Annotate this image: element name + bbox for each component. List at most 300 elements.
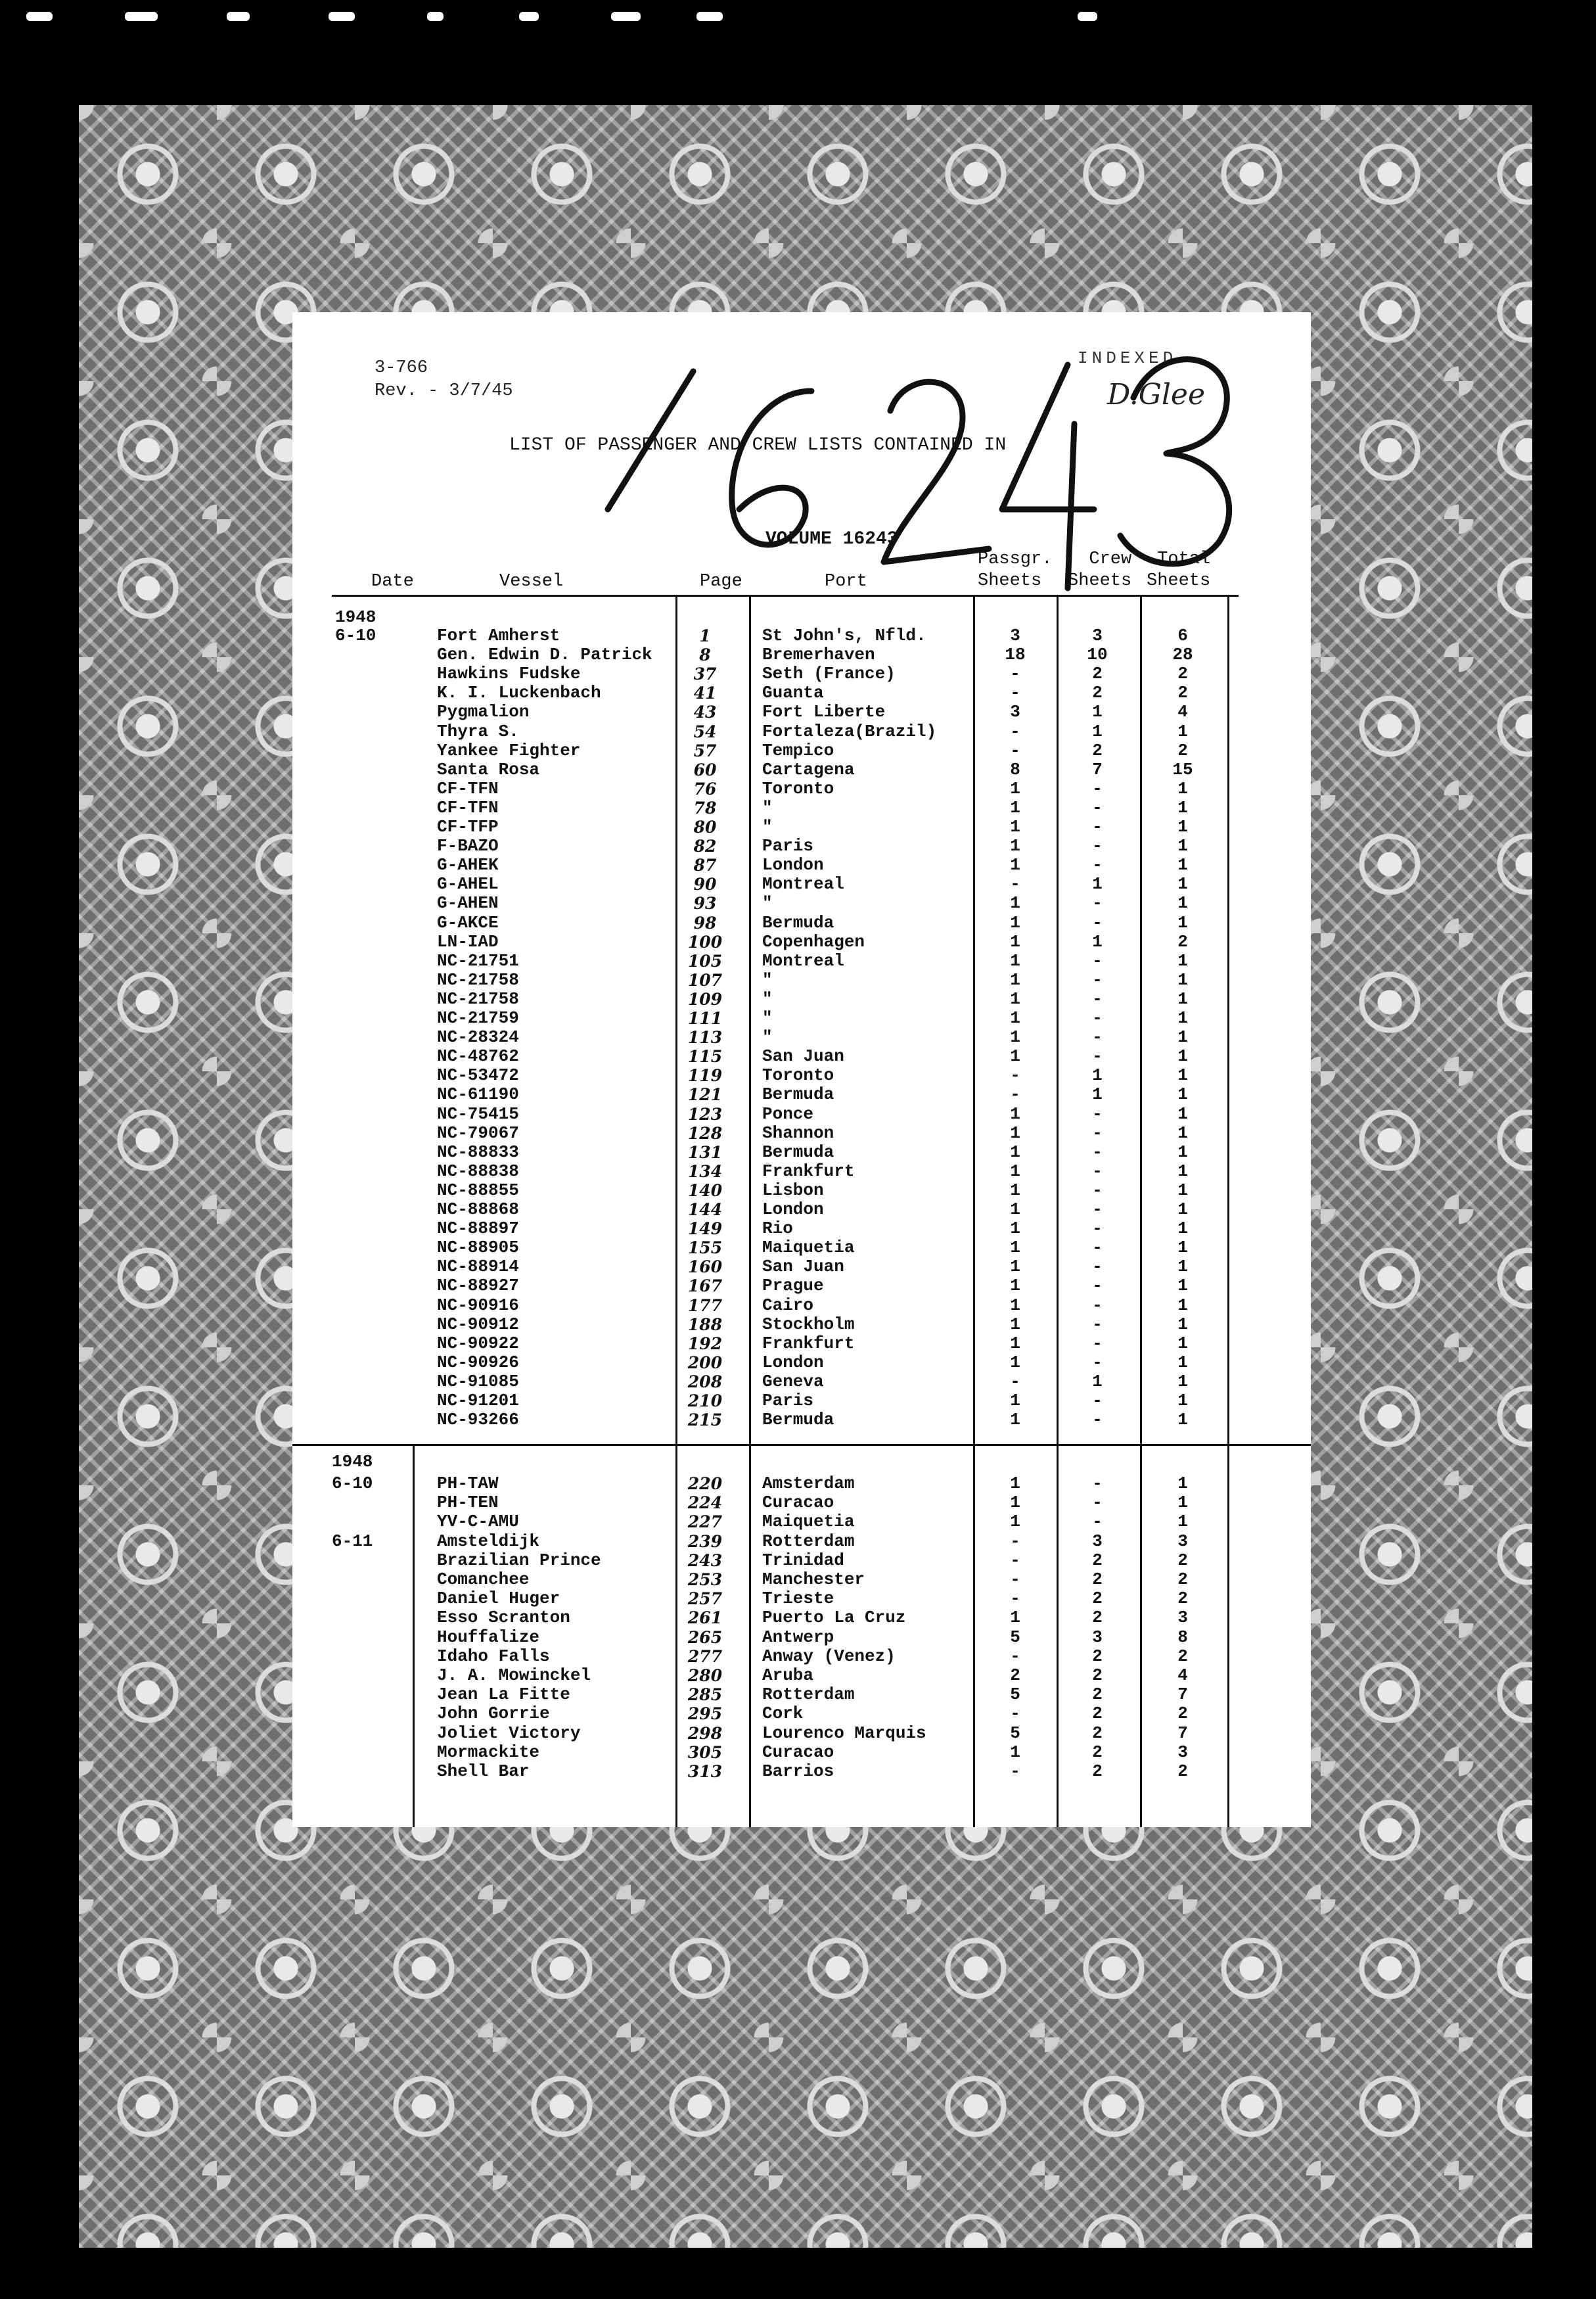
- row-crew-sheets: 2: [1092, 1665, 1103, 1685]
- row-port: Bermuda: [762, 1410, 834, 1430]
- section-divider: [292, 1444, 1311, 1446]
- row-passenger-sheets: -: [1010, 721, 1020, 741]
- row-page: 313: [687, 1762, 723, 1781]
- row-page: 265: [687, 1627, 723, 1647]
- row-page: 243: [687, 1550, 723, 1570]
- row-page: 167: [687, 1276, 723, 1296]
- row-total-sheets: 8: [1177, 1627, 1188, 1647]
- row-passenger-sheets: 1: [1010, 817, 1020, 837]
- header-rule: [332, 595, 1239, 597]
- row-total-sheets: 2: [1177, 1569, 1188, 1589]
- row-page: 220: [687, 1474, 723, 1493]
- row-port: Stockholm: [762, 1314, 855, 1334]
- film-edge-mark: [227, 12, 250, 21]
- film-edge-mark: [1078, 12, 1097, 21]
- row-passenger-sheets: -: [1010, 1569, 1020, 1589]
- row-crew-sheets: 1: [1092, 1065, 1103, 1086]
- row-passenger-sheets: 1: [1010, 778, 1020, 799]
- row-total-sheets: 1: [1177, 1103, 1188, 1124]
- section2-year: 1948: [332, 1452, 373, 1472]
- row-vessel: NC-91085: [437, 1371, 519, 1391]
- row-crew-sheets: -: [1092, 817, 1103, 837]
- row-vessel: Esso Scranton: [437, 1608, 570, 1628]
- row-page: 113: [687, 1028, 723, 1048]
- row-vessel: Yankee Fighter: [437, 740, 581, 760]
- row-total-sheets: 2: [1177, 1646, 1188, 1666]
- row-port: Geneva: [762, 1371, 824, 1391]
- row-vessel: Santa Rosa: [437, 759, 540, 779]
- row-page: 105: [687, 951, 723, 971]
- row-crew-sheets: -: [1092, 1410, 1103, 1430]
- row-page: 109: [687, 989, 723, 1009]
- row-vessel: Joliet Victory: [437, 1723, 581, 1743]
- column-header-vessel: Vessel: [499, 572, 564, 592]
- row-port: Guanta: [762, 683, 824, 703]
- row-passenger-sheets: 1: [1010, 855, 1020, 875]
- row-passenger-sheets: 1: [1010, 1352, 1020, 1372]
- row-crew-sheets: -: [1092, 1142, 1103, 1162]
- row-port: Rio: [762, 1219, 793, 1239]
- row-page: 140: [687, 1180, 723, 1200]
- row-passenger-sheets: 1: [1010, 1410, 1020, 1430]
- row-port: Prague: [762, 1276, 824, 1296]
- column-rule: [1227, 596, 1229, 1827]
- row-passenger-sheets: 18: [1005, 645, 1026, 665]
- row-vessel: NC-88927: [437, 1276, 519, 1296]
- row-total-sheets: 1: [1177, 893, 1188, 914]
- row-total-sheets: 1: [1177, 1219, 1188, 1239]
- row-total-sheets: 1: [1177, 1371, 1188, 1391]
- row-vessel: PH-TEN: [437, 1493, 499, 1513]
- row-vessel: NC-88838: [437, 1161, 519, 1181]
- row-passenger-sheets: 1: [1010, 1103, 1020, 1124]
- row-port: Ponce: [762, 1103, 814, 1124]
- row-vessel: G-AHEK: [437, 855, 499, 875]
- row-port: ": [762, 817, 773, 837]
- row-crew-sheets: -: [1092, 1161, 1103, 1181]
- row-crew-sheets: 1: [1092, 931, 1103, 952]
- row-port: Manchester: [762, 1569, 865, 1589]
- row-port: Cartagena: [762, 759, 855, 779]
- row-port: Maiquetia: [762, 1238, 855, 1258]
- row-passenger-sheets: 1: [1010, 1008, 1020, 1028]
- row-vessel: J. A. Mowinckel: [437, 1665, 591, 1685]
- row-passenger-sheets: -: [1010, 1084, 1020, 1105]
- row-page: 60: [693, 760, 717, 779]
- row-total-sheets: 1: [1177, 1352, 1188, 1372]
- row-crew-sheets: -: [1092, 1333, 1103, 1353]
- column-rule: [973, 596, 975, 1827]
- row-crew-sheets: -: [1092, 1391, 1103, 1410]
- column-rule: [1140, 596, 1142, 1827]
- row-passenger-sheets: 1: [1010, 1333, 1020, 1353]
- row-port: Maiquetia: [762, 1512, 855, 1532]
- row-vessel: NC-61190: [437, 1084, 519, 1105]
- row-port: Barrios: [762, 1761, 834, 1781]
- row-crew-sheets: -: [1092, 1352, 1103, 1372]
- row-port: Trieste: [762, 1589, 834, 1609]
- row-page: 155: [687, 1238, 723, 1258]
- row-passenger-sheets: -: [1010, 1646, 1020, 1666]
- row-crew-sheets: 1: [1092, 1371, 1103, 1391]
- row-passenger-sheets: 1: [1010, 1238, 1020, 1258]
- row-crew-sheets: 2: [1092, 1608, 1103, 1628]
- row-passenger-sheets: 1: [1010, 1161, 1020, 1181]
- column-header-date: Date: [371, 572, 414, 592]
- row-page: 257: [687, 1589, 723, 1609]
- film-edge-mark: [696, 12, 723, 21]
- row-page: 227: [687, 1512, 723, 1532]
- row-total-sheets: 2: [1177, 740, 1188, 760]
- row-vessel: NC-21758: [437, 969, 519, 990]
- row-page: 305: [687, 1742, 723, 1762]
- row-total-sheets: 1: [1177, 1257, 1188, 1277]
- row-passenger-sheets: 1: [1010, 1276, 1020, 1296]
- row-passenger-sheets: 1: [1010, 893, 1020, 914]
- row-total-sheets: 1: [1177, 1410, 1188, 1430]
- row-vessel: Comanchee: [437, 1569, 530, 1589]
- row-total-sheets: 1: [1177, 950, 1188, 971]
- row-passenger-sheets: 1: [1010, 1142, 1020, 1162]
- row-total-sheets: 1: [1177, 1333, 1188, 1353]
- row-page: 261: [687, 1608, 723, 1628]
- row-total-sheets: 1: [1177, 1027, 1188, 1048]
- row-total-sheets: 1: [1177, 797, 1188, 818]
- row-total-sheets: 1: [1177, 1180, 1188, 1200]
- film-edge-mark: [611, 12, 641, 21]
- row-page: 177: [687, 1295, 723, 1315]
- row-total-sheets: 1: [1177, 855, 1188, 875]
- row-crew-sheets: 2: [1092, 1761, 1103, 1781]
- row-page: 280: [687, 1666, 723, 1685]
- row-passenger-sheets: 1: [1010, 1180, 1020, 1200]
- row-crew-sheets: -: [1092, 1295, 1103, 1315]
- row-port: Bermuda: [762, 1142, 834, 1162]
- row-vessel: NC-21758: [437, 988, 519, 1009]
- row-port: Lisbon: [762, 1180, 824, 1200]
- row-port: ": [762, 1027, 773, 1048]
- row-crew-sheets: -: [1092, 1008, 1103, 1028]
- row-crew-sheets: -: [1092, 855, 1103, 875]
- row-crew-sheets: -: [1092, 1180, 1103, 1200]
- row-vessel: NC-21751: [437, 950, 519, 971]
- row-crew-sheets: 1: [1092, 1084, 1103, 1105]
- revision-date: Rev. - 3/7/45: [375, 381, 513, 401]
- row-port: St John's, Nfld.: [762, 626, 926, 645]
- row-page: 119: [687, 1066, 723, 1086]
- row-total-sheets: 1: [1177, 1238, 1188, 1258]
- row-page: 298: [687, 1723, 723, 1743]
- row-page: 107: [687, 970, 723, 990]
- row-crew-sheets: 2: [1092, 683, 1103, 703]
- row-port: Shannon: [762, 1123, 834, 1143]
- column-header-page: Page: [700, 572, 742, 592]
- row-passenger-sheets: 1: [1010, 836, 1020, 856]
- row-passenger-sheets: -: [1010, 1550, 1020, 1570]
- row-page: 8: [699, 645, 711, 665]
- row-vessel: NC-91201: [437, 1391, 519, 1410]
- row-vessel: NC-79067: [437, 1123, 519, 1143]
- row-total-sheets: 1: [1177, 912, 1188, 933]
- row-port: ": [762, 988, 773, 1009]
- row-vessel: NC-88905: [437, 1238, 519, 1258]
- row-vessel: LN-IAD: [437, 931, 499, 952]
- section1-date: 6-10: [335, 626, 376, 645]
- row-crew-sheets: -: [1092, 893, 1103, 914]
- row-crew-sheets: -: [1092, 1199, 1103, 1219]
- row-passenger-sheets: 2: [1010, 1665, 1020, 1685]
- row-vessel: NC-88855: [437, 1180, 519, 1200]
- row-port: Curacao: [762, 1493, 834, 1513]
- row-vessel: NC-90926: [437, 1352, 519, 1372]
- row-port: Anway (Venez): [762, 1646, 896, 1666]
- row-crew-sheets: 3: [1092, 1627, 1103, 1647]
- row-port: Montreal: [762, 874, 844, 894]
- row-page: 87: [693, 856, 717, 875]
- row-passenger-sheets: 1: [1010, 1046, 1020, 1067]
- row-passenger-sheets: 3: [1010, 702, 1020, 722]
- row-crew-sheets: 3: [1092, 626, 1103, 645]
- row-vessel: G-AHEL: [437, 874, 499, 894]
- row-port: Frankfurt: [762, 1333, 855, 1353]
- row-page: 131: [687, 1142, 723, 1162]
- row-passenger-sheets: 1: [1010, 1512, 1020, 1532]
- row-port: Lourenco Marquis: [762, 1723, 926, 1743]
- row-page: 200: [687, 1353, 723, 1372]
- row-page: 144: [687, 1200, 723, 1219]
- row-total-sheets: 4: [1177, 702, 1188, 722]
- row-port: Trinidad: [762, 1550, 844, 1570]
- row-passenger-sheets: -: [1010, 740, 1020, 760]
- row-crew-sheets: -: [1092, 1493, 1103, 1513]
- row-passenger-sheets: 3: [1010, 626, 1020, 645]
- row-page: 98: [693, 913, 717, 933]
- row-date: 6-10: [332, 1474, 373, 1493]
- row-total-sheets: 1: [1177, 721, 1188, 741]
- row-crew-sheets: -: [1092, 1123, 1103, 1143]
- row-vessel: Amsteldijk: [437, 1531, 540, 1551]
- row-vessel: NC-90922: [437, 1333, 519, 1353]
- row-port: San Juan: [762, 1046, 844, 1067]
- row-crew-sheets: 2: [1092, 1684, 1103, 1705]
- row-port: Paris: [762, 836, 814, 856]
- row-page: 76: [693, 779, 717, 799]
- row-port: Rotterdam: [762, 1684, 855, 1705]
- row-vessel: G-AKCE: [437, 912, 499, 933]
- row-total-sheets: 1: [1177, 1512, 1188, 1532]
- row-port: Frankfurt: [762, 1161, 855, 1181]
- row-total-sheets: 2: [1177, 683, 1188, 703]
- row-total-sheets: 1: [1177, 969, 1188, 990]
- row-vessel: PH-TAW: [437, 1474, 499, 1493]
- row-total-sheets: 1: [1177, 1142, 1188, 1162]
- row-vessel: NC-88833: [437, 1142, 519, 1162]
- row-page: 100: [687, 932, 723, 952]
- row-vessel: Mormackite: [437, 1742, 540, 1762]
- row-total-sheets: 2: [1177, 1589, 1188, 1609]
- row-crew-sheets: 2: [1092, 740, 1103, 760]
- row-total-sheets: 6: [1177, 626, 1188, 645]
- row-port: Fortaleza(Brazil): [762, 721, 937, 741]
- row-vessel: Thyra S.: [437, 721, 519, 741]
- row-passenger-sheets: 5: [1010, 1684, 1020, 1705]
- row-vessel: NC-90916: [437, 1295, 519, 1315]
- row-port: Montreal: [762, 950, 844, 971]
- row-port: Seth (France): [762, 664, 896, 684]
- row-page: 80: [693, 818, 717, 837]
- row-page: 188: [687, 1314, 723, 1334]
- row-port: Bremerhaven: [762, 645, 875, 665]
- row-crew-sheets: 2: [1092, 664, 1103, 684]
- row-crew-sheets: 2: [1092, 1742, 1103, 1762]
- row-crew-sheets: 1: [1092, 721, 1103, 741]
- row-page: 239: [687, 1531, 723, 1551]
- row-total-sheets: 2: [1177, 1550, 1188, 1570]
- row-passenger-sheets: 5: [1010, 1627, 1020, 1647]
- row-total-sheets: 1: [1177, 1046, 1188, 1067]
- row-passenger-sheets: 1: [1010, 1295, 1020, 1315]
- row-total-sheets: 2: [1177, 1761, 1188, 1781]
- row-passenger-sheets: 8: [1010, 759, 1020, 779]
- row-passenger-sheets: -: [1010, 683, 1020, 703]
- row-crew-sheets: -: [1092, 1238, 1103, 1258]
- row-page: 78: [693, 798, 717, 818]
- row-page: 160: [687, 1257, 723, 1277]
- row-total-sheets: 1: [1177, 1065, 1188, 1086]
- row-page: 208: [687, 1372, 723, 1391]
- row-passenger-sheets: -: [1010, 664, 1020, 684]
- row-passenger-sheets: 1: [1010, 931, 1020, 952]
- row-page: 57: [693, 741, 717, 760]
- row-crew-sheets: 10: [1087, 645, 1108, 665]
- row-total-sheets: 1: [1177, 778, 1188, 799]
- row-page: 115: [687, 1047, 723, 1067]
- row-vessel: Shell Bar: [437, 1761, 530, 1781]
- row-crew-sheets: -: [1092, 1314, 1103, 1334]
- column-header-port: Port: [825, 572, 867, 592]
- row-crew-sheets: -: [1092, 950, 1103, 971]
- row-passenger-sheets: 1: [1010, 1219, 1020, 1239]
- column-header-total-sheets: Total Sheets: [1147, 549, 1211, 591]
- row-port: Bermuda: [762, 912, 834, 933]
- row-total-sheets: 1: [1177, 874, 1188, 894]
- row-vessel: NC-21759: [437, 1008, 519, 1028]
- row-port: ": [762, 893, 773, 914]
- row-page: 285: [687, 1685, 723, 1705]
- row-page: 134: [687, 1161, 723, 1181]
- row-port: ": [762, 969, 773, 990]
- row-port: Curacao: [762, 1742, 834, 1762]
- row-total-sheets: 1: [1177, 836, 1188, 856]
- row-passenger-sheets: 1: [1010, 1474, 1020, 1493]
- row-vessel: Houffalize: [437, 1627, 540, 1647]
- row-total-sheets: 1: [1177, 1008, 1188, 1028]
- row-vessel: YV-C-AMU: [437, 1512, 519, 1532]
- row-vessel: Pygmalion: [437, 702, 530, 722]
- row-passenger-sheets: 1: [1010, 797, 1020, 818]
- film-edge-mark: [519, 12, 539, 21]
- row-vessel: G-AHEN: [437, 893, 499, 914]
- row-date: 6-11: [332, 1531, 373, 1551]
- row-passenger-sheets: 1: [1010, 988, 1020, 1009]
- record-sheet: [292, 312, 1311, 1827]
- row-total-sheets: 1: [1177, 1123, 1188, 1143]
- row-crew-sheets: -: [1092, 778, 1103, 799]
- row-passenger-sheets: 1: [1010, 1608, 1020, 1628]
- row-total-sheets: 2: [1177, 664, 1188, 684]
- row-total-sheets: 7: [1177, 1684, 1188, 1705]
- row-crew-sheets: 2: [1092, 1589, 1103, 1609]
- row-crew-sheets: -: [1092, 797, 1103, 818]
- row-total-sheets: 3: [1177, 1608, 1188, 1628]
- row-vessel: NC-88914: [437, 1257, 519, 1277]
- volume-label: VOLUME 16243: [765, 529, 898, 549]
- row-crew-sheets: -: [1092, 1219, 1103, 1239]
- row-vessel: NC-88897: [437, 1219, 519, 1239]
- row-passenger-sheets: 1: [1010, 1314, 1020, 1334]
- row-port: ": [762, 797, 773, 818]
- row-crew-sheets: 2: [1092, 1723, 1103, 1743]
- row-vessel: NC-93266: [437, 1410, 519, 1430]
- row-total-sheets: 1: [1177, 1199, 1188, 1219]
- row-page: 43: [693, 703, 717, 722]
- row-port: Aruba: [762, 1665, 814, 1685]
- row-page: 128: [687, 1123, 723, 1143]
- row-page: 82: [693, 837, 717, 856]
- row-port: London: [762, 855, 824, 875]
- row-crew-sheets: 2: [1092, 1569, 1103, 1589]
- row-passenger-sheets: 5: [1010, 1723, 1020, 1743]
- row-passenger-sheets: 1: [1010, 1027, 1020, 1048]
- row-vessel: NC-88868: [437, 1199, 519, 1219]
- row-crew-sheets: 3: [1092, 1531, 1103, 1551]
- row-vessel: Brazilian Prince: [437, 1550, 601, 1570]
- row-total-sheets: 2: [1177, 1704, 1188, 1724]
- row-page: 210: [687, 1391, 723, 1410]
- indexed-stamp: INDEXED: [1078, 348, 1177, 368]
- row-vessel: NC-28324: [437, 1027, 519, 1048]
- row-page: 149: [687, 1219, 723, 1239]
- row-crew-sheets: -: [1092, 1512, 1103, 1532]
- film-edge-mark: [427, 12, 444, 21]
- row-total-sheets: 3: [1177, 1742, 1188, 1762]
- row-vessel: NC-53472: [437, 1065, 519, 1086]
- row-passenger-sheets: 1: [1010, 1742, 1020, 1762]
- row-crew-sheets: -: [1092, 1474, 1103, 1493]
- column-rule: [675, 596, 677, 1827]
- row-vessel: F-BAZO: [437, 836, 499, 856]
- section1-year: 1948: [335, 607, 376, 627]
- row-crew-sheets: -: [1092, 836, 1103, 856]
- row-vessel: Daniel Huger: [437, 1589, 560, 1609]
- form-number: 3-766: [375, 358, 428, 378]
- row-crew-sheets: -: [1092, 912, 1103, 933]
- row-total-sheets: 7: [1177, 1723, 1188, 1743]
- column-header-crew-sheets: Crew Sheets: [1068, 549, 1132, 591]
- row-total-sheets: 28: [1172, 645, 1193, 665]
- row-port: ": [762, 1008, 773, 1028]
- row-crew-sheets: -: [1092, 988, 1103, 1009]
- row-vessel: Jean La Fitte: [437, 1684, 570, 1705]
- row-port: Toronto: [762, 1065, 834, 1086]
- row-crew-sheets: -: [1092, 1103, 1103, 1124]
- row-passenger-sheets: 1: [1010, 1257, 1020, 1277]
- row-passenger-sheets: -: [1010, 1531, 1020, 1551]
- row-total-sheets: 1: [1177, 1391, 1188, 1410]
- row-port: London: [762, 1352, 824, 1372]
- row-page: 277: [687, 1646, 723, 1666]
- row-port: Antwerp: [762, 1627, 834, 1647]
